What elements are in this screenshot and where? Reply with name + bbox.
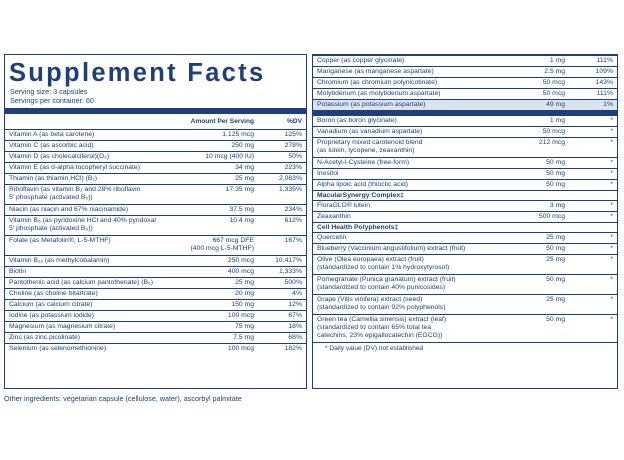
- nutrient-amount: 1 mg: [549, 117, 565, 124]
- nutrient-dv: 612%: [284, 217, 302, 224]
- nutrient-row: [313, 254, 617, 274]
- nutrient-dv: 10,417%: [275, 257, 302, 264]
- cell-health-section-title: Cell Health Polyphenols‡: [313, 222, 617, 232]
- nutrient-dv: *: [610, 245, 613, 252]
- nutrient-name: Biotin: [9, 268, 27, 275]
- nutrient-dv: 18%: [288, 323, 302, 330]
- nutrient-name: Vitamin B₁₂ (as methylcobalamin): [9, 257, 110, 264]
- nutrient-amount: 250 mcg: [227, 257, 254, 264]
- nutrient-name: Vitamin D (as cholecalciferol)(D₃): [9, 153, 110, 160]
- nutrient-amount: 150 mg: [231, 301, 254, 308]
- nutrient-row: [313, 232, 617, 243]
- nutrient-row: [5, 173, 306, 184]
- supplement-facts-right-panel: [312, 54, 618, 389]
- nutrient-row: [5, 332, 306, 343]
- nutrient-row: [313, 77, 617, 88]
- nutrient-row: [313, 157, 617, 168]
- nutrient-row: [313, 294, 617, 314]
- nutrient-amount: 7.5 mg: [233, 334, 254, 341]
- nutrient-row: [5, 288, 306, 299]
- column-header: [5, 114, 306, 129]
- nutrient-name: Choline (as choline bitartrate): [9, 290, 98, 297]
- nutrient-dv: *: [610, 139, 613, 146]
- nutrient-name: Iodine (as potassium iodide): [9, 312, 95, 319]
- nutrient-dv: *: [610, 296, 613, 303]
- nutrient-amount: 667 mcg DFE (400 mcg L-5-MTHF): [190, 237, 254, 253]
- nutrient-dv: 111%: [596, 90, 613, 97]
- nutrient-row: [5, 204, 306, 215]
- nutrient-name: Chromium (as chromium polynicotinate): [317, 79, 438, 86]
- nutrient-dv: 500%: [284, 279, 302, 286]
- nutrient-row: [313, 88, 617, 99]
- nutrient-dv: 68%: [288, 334, 302, 341]
- nutrient-dv: *: [610, 213, 613, 220]
- nutrient-amount: 17.35 mg: [225, 186, 254, 193]
- nutrient-row: [5, 299, 306, 310]
- nutrient-row: [5, 277, 306, 288]
- other-nutrient-list: [313, 115, 617, 190]
- nutrient-amount: 25 mg: [546, 234, 565, 241]
- dv-footnote: * Daily value (DV) not established: [313, 342, 617, 355]
- nutrient-row: [5, 235, 306, 255]
- nutrient-amount: 10 mcg (400 IU): [205, 153, 254, 160]
- page-title: Supplement Facts: [9, 59, 266, 87]
- nutrient-amount: 50 mg: [546, 245, 565, 252]
- nutrient-row: [313, 55, 617, 66]
- nutrient-dv: 67%: [288, 312, 302, 319]
- nutrient-amount: 50 mg: [546, 316, 565, 323]
- nutrient-name: Calcium (as calcium citrate): [9, 301, 93, 308]
- nutrient-amount: 1,125 mcg: [222, 131, 254, 138]
- nutrient-dv: *: [610, 181, 613, 188]
- nutrient-row: [5, 215, 306, 235]
- nutrient-row: [5, 266, 306, 277]
- nutrient-row: [5, 151, 306, 162]
- nutrient-name: Alpha lipoic acid (thioctic acid): [317, 181, 409, 188]
- nutrient-name: Magnesium (as magnesium citrate): [9, 323, 116, 330]
- nutrient-dv: *: [610, 128, 613, 135]
- nutrient-amount: 20 mg: [235, 290, 254, 297]
- nutrient-amount: 25 mg: [546, 256, 565, 263]
- nutrient-dv: 109%: [595, 68, 613, 75]
- nutrient-amount: 25 mg: [546, 296, 565, 303]
- nutrient-dv: 1%: [603, 101, 613, 108]
- nutrient-dv: 167%: [284, 237, 302, 244]
- nutrient-dv: *: [610, 170, 613, 177]
- nutrient-dv: 111%: [596, 57, 613, 64]
- nutrient-amount: 50 mcg: [542, 128, 565, 135]
- nutrient-dv: 12%: [288, 301, 302, 308]
- nutrient-amount: 400 mcg: [227, 268, 254, 275]
- nutrient-name: Manganese (as manganese aspartate): [317, 68, 434, 75]
- nutrient-row: [313, 115, 617, 126]
- nutrient-amount: 49 mg: [546, 101, 565, 108]
- nutrient-amount: 212 mcg: [538, 139, 565, 146]
- nutrient-name: Vanadium (as vanadium aspartate): [317, 128, 423, 135]
- nutrient-amount: 25 mg: [235, 175, 254, 182]
- nutrient-row: [5, 184, 306, 204]
- nutrient-name: Niacin (as niacin and 67% niacinamide): [9, 206, 129, 213]
- nutrient-name: Vitamin E (as d-alpha tocopheryl succinate): [9, 164, 140, 171]
- nutrient-amount: 500 mcg: [538, 213, 565, 220]
- nutrient-amount: 37.5 mg: [229, 206, 254, 213]
- nutrient-row: [313, 274, 617, 294]
- nutrient-amount: 2.5 mg: [544, 68, 565, 75]
- nutrient-name: Inositol: [317, 170, 339, 177]
- serving-size: Serving size: 3 capsules: [10, 87, 88, 96]
- nutrient-name: Olive (Olea europaea) extract (fruit) (standardized to contain 1% hydroxytyrosol): [317, 256, 450, 272]
- nutrient-dv: *: [610, 234, 613, 241]
- nutrient-row: [5, 343, 306, 354]
- nutrient-dv: *: [610, 159, 613, 166]
- nutrient-row: [5, 255, 306, 266]
- nutrient-name: Grape (Vitis vinifera) extract (seed) (standardized to contain 92% polyphenols): [317, 296, 446, 312]
- nutrient-amount: 50 mcg: [542, 79, 565, 86]
- nutrient-dv: *: [610, 202, 613, 209]
- nutrient-dv: 223%: [284, 164, 302, 171]
- nutrient-amount: 3 mg: [549, 202, 565, 209]
- nutrient-amount: 100 mcg: [227, 345, 254, 352]
- nutrient-row: [313, 126, 617, 137]
- nutrient-name: Zinc (as zinc picolinate): [9, 334, 81, 341]
- nutrient-name: Molybdenum (as molybdenum aspartate): [317, 90, 441, 97]
- nutrient-amount: 50 mg: [546, 276, 565, 283]
- nutrient-dv: *: [610, 256, 613, 263]
- nutrient-dv: 1,335%: [278, 186, 302, 193]
- nutrient-name: Quercetin: [317, 234, 347, 241]
- nutrient-row: [5, 140, 306, 151]
- servings-per-container: Servings per container: 60: [10, 96, 94, 105]
- nutrient-amount: 34 mg: [235, 164, 254, 171]
- nutrient-amount: 100 mcg: [227, 312, 254, 319]
- nutrient-dv: 143%: [595, 79, 613, 86]
- nutrient-dv: 1,333%: [278, 268, 302, 275]
- amount-header: Amount Per Serving: [190, 118, 254, 125]
- nutrient-name: Thiamin (as thiamin HCl) (B₁): [9, 175, 98, 182]
- nutrient-dv: 125%: [284, 131, 302, 138]
- nutrient-amount: 50 mg: [546, 159, 565, 166]
- nutrient-row: [313, 168, 617, 179]
- macular-list: [313, 200, 617, 222]
- nutrient-name: Proprietary mixed carotenoid blend (as lutein, lycopene, zeaxanthin): [317, 139, 423, 155]
- nutrient-row: [313, 66, 617, 77]
- nutrient-name: Selenium (as selenomethionine): [9, 345, 107, 352]
- nutrient-dv: 50%: [288, 153, 302, 160]
- nutrient-row: [5, 321, 306, 332]
- nutrient-amount: 25 mg: [235, 279, 254, 286]
- nutrient-row: [313, 99, 617, 110]
- nutrient-row: [313, 137, 617, 157]
- nutrient-dv: 182%: [284, 345, 302, 352]
- nutrient-row: [313, 211, 617, 222]
- mineral-list: [313, 55, 617, 110]
- nutrient-row: [5, 129, 306, 140]
- nutrient-row: [5, 162, 306, 173]
- nutrient-name: FloraGLO® lutein: [317, 202, 370, 209]
- nutrient-amount: 250 mg: [231, 142, 254, 149]
- nutrient-name: Zeaxanthin: [317, 213, 351, 220]
- nutrient-name: Copper (as copper glycinate): [317, 57, 405, 64]
- nutrient-row: [313, 200, 617, 211]
- nutrient-dv: *: [610, 276, 613, 283]
- nutrient-name: Vitamin C (as ascorbic acid): [9, 142, 94, 149]
- nutrient-name: Pantothenic acid (as calcium pantothenate) (B₅): [9, 279, 154, 286]
- nutrient-name: Pomegranate (Punica granatum) extract (fruit) (standardized to contain 40% punicosides): [317, 276, 456, 292]
- nutrient-amount: 50 mg: [546, 181, 565, 188]
- dv-header: %DV: [286, 118, 302, 125]
- nutrient-name: Vitamin A (as beta carotene): [9, 131, 95, 138]
- nutrient-dv: 4%: [292, 290, 302, 297]
- nutrient-name: Potassium (as potassium aspartate): [317, 101, 426, 108]
- nutrient-name: Riboflavin (as vitamin B₂ and 28% riboflavin 5′ phosphate (activated B₂)): [9, 186, 141, 202]
- nutrient-row: [5, 310, 306, 321]
- nutrient-list: [5, 129, 306, 354]
- nutrient-dv: 234%: [284, 206, 302, 213]
- nutrient-dv: *: [610, 316, 613, 323]
- nutrient-amount: 50 mg: [546, 170, 565, 177]
- nutrient-name: Vitamin B₆ (as pyridoxine HCl and 40% pyridoxal 5′ phosphate (activated B₆)): [9, 217, 156, 233]
- other-ingredients: Other ingredients: vegetarian capsule (cellulose, water), ascorbyl palmitate: [4, 394, 242, 403]
- nutrient-amount: 1 mg: [549, 57, 565, 64]
- nutrient-amount: 50 mcg: [542, 90, 565, 97]
- nutrient-name: N-Acetyl-l-Cysteine (free-form): [317, 159, 410, 166]
- nutrient-name: Blueberry (Vaccinium angustifolium) extract (fruit): [317, 245, 466, 252]
- nutrient-name: Folate (as Metafolin®, L-5-MTHF): [9, 237, 111, 244]
- nutrient-row: [313, 314, 617, 342]
- nutrient-dv: 278%: [284, 142, 302, 149]
- nutrient-name: Green tea (Camellia sinensis) extract (leaf) (standardized to contain 65% total tea catechins, 23% epigallocatechin (EGCG)): [317, 316, 447, 340]
- nutrient-amount: 10.4 mg: [229, 217, 254, 224]
- nutrient-dv: *: [610, 117, 613, 124]
- nutrient-name: Boron (as boron glycinate): [317, 117, 397, 124]
- polyphenol-list: [313, 232, 617, 342]
- nutrient-amount: 75 mg: [235, 323, 254, 330]
- nutrient-row: [313, 179, 617, 190]
- nutrient-dv: 2,083%: [278, 175, 302, 182]
- macular-section-title: MacularSynergy Complex‡: [313, 190, 617, 200]
- nutrient-row: [313, 243, 617, 254]
- supplement-facts-left-panel: [4, 54, 307, 389]
